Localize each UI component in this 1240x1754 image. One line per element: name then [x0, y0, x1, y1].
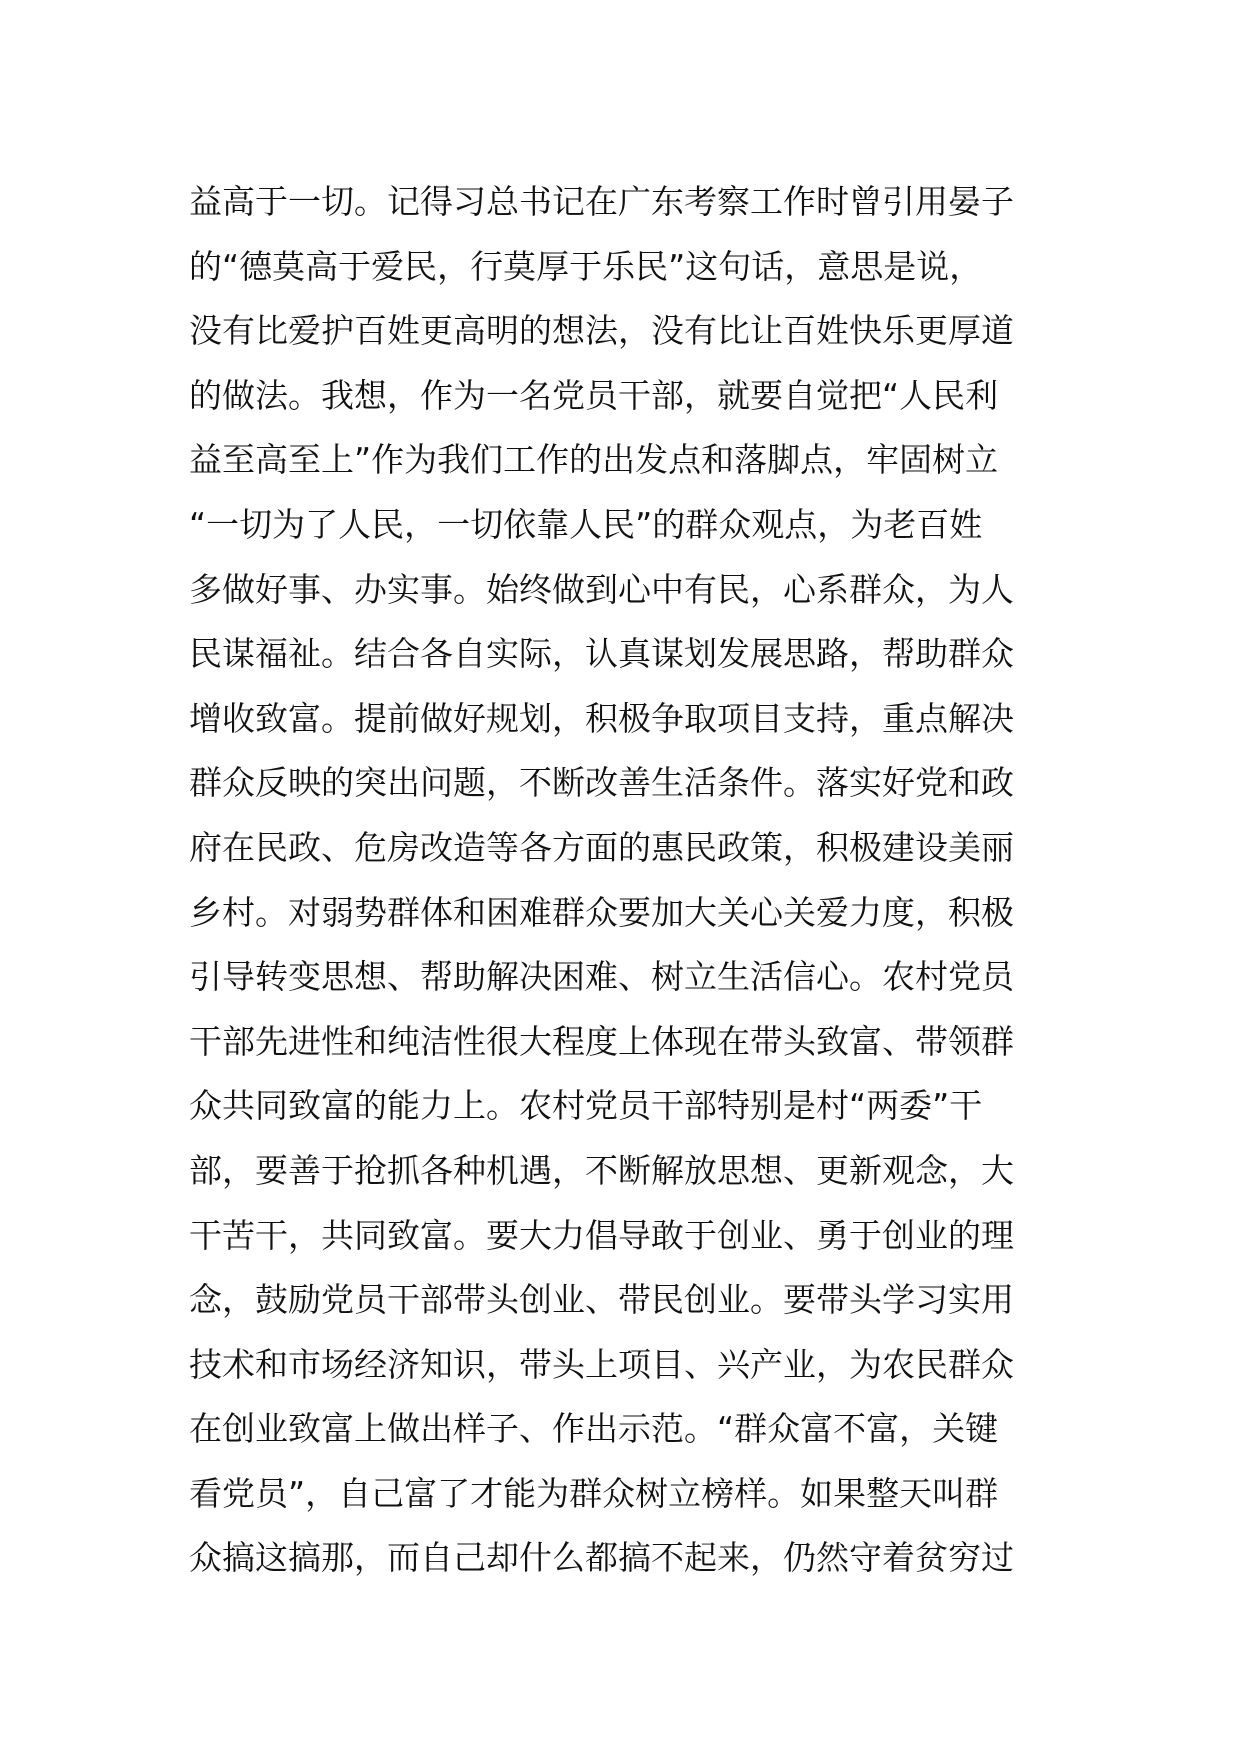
text-line: “一切为了人民，一切依靠人民”的群众观点，为老百姓	[189, 504, 983, 544]
text-line: 众共同致富的能力上。农村党员干部特别是村“两委”干	[189, 1086, 983, 1126]
text-line: 益至高至上”作为我们工作的出发点和落脚点，牢固树立	[189, 440, 999, 480]
text-line: 技术和市场经济知识，带头上项目、兴产业，为农民群众	[189, 1344, 1014, 1384]
text-line: 没有比爱护百姓更高明的想法，没有比让百姓快乐更厚道	[189, 311, 1014, 351]
text-line: 引导转变思想、帮助解决困难、树立生活信心。农村党员	[189, 957, 1014, 997]
text-line: 的“德莫高于爱民，行莫厚于乐民”这句话，意思是说，	[189, 246, 983, 286]
text-line: 部，要善于抢抓各种机遇，不断解放思想、更新观念，大	[189, 1150, 1014, 1190]
text-line: 府在民政、危房改造等各方面的惠民政策，积极建设美丽	[189, 827, 1014, 867]
text-line: 念，鼓励党员干部带头创业、带民创业。要带头学习实用	[189, 1280, 1014, 1320]
text-line: 增收致富。提前做好规划，积极争取项目支持，重点解决	[189, 698, 1014, 738]
text-line: 多做好事、办实事。始终做到心中有民，心系群众，为人	[189, 569, 1014, 609]
text-line: 群众反映的突出问题，不断改善生活条件。落实好党和政	[189, 763, 1014, 803]
text-line: 干部先进性和纯洁性很大程度上体现在带头致富、带领群	[189, 1021, 1014, 1061]
text-line: 干苦干，共同致富。要大力倡导敢于创业、勇于创业的理	[189, 1215, 1014, 1255]
body-text	[189, 170, 1069, 1591]
text-line: 的做法。我想，作为一名党员干部，就要自觉把“人民利	[189, 375, 999, 415]
text-line: 益高于一切。记得习总书记在广东考察工作时曾引用晏子	[189, 182, 1014, 221]
text-line: 看党员”，自己富了才能为群众树立榜样。如果整天叫群	[189, 1473, 999, 1513]
text-line: 乡村。对弱势群体和困难群众要加大关心关爱力度，积极	[189, 892, 1014, 932]
text-line: 民谋福祉。结合各自实际，认真谋划发展思路，帮助群众	[189, 634, 1014, 674]
text-line: 众搞这搞那，而自己却什么都搞不起来，仍然守着贫穷过	[189, 1538, 1014, 1578]
text-line: 在创业致富上做出样子、作出示范。“群众富不富，关键	[189, 1409, 999, 1449]
